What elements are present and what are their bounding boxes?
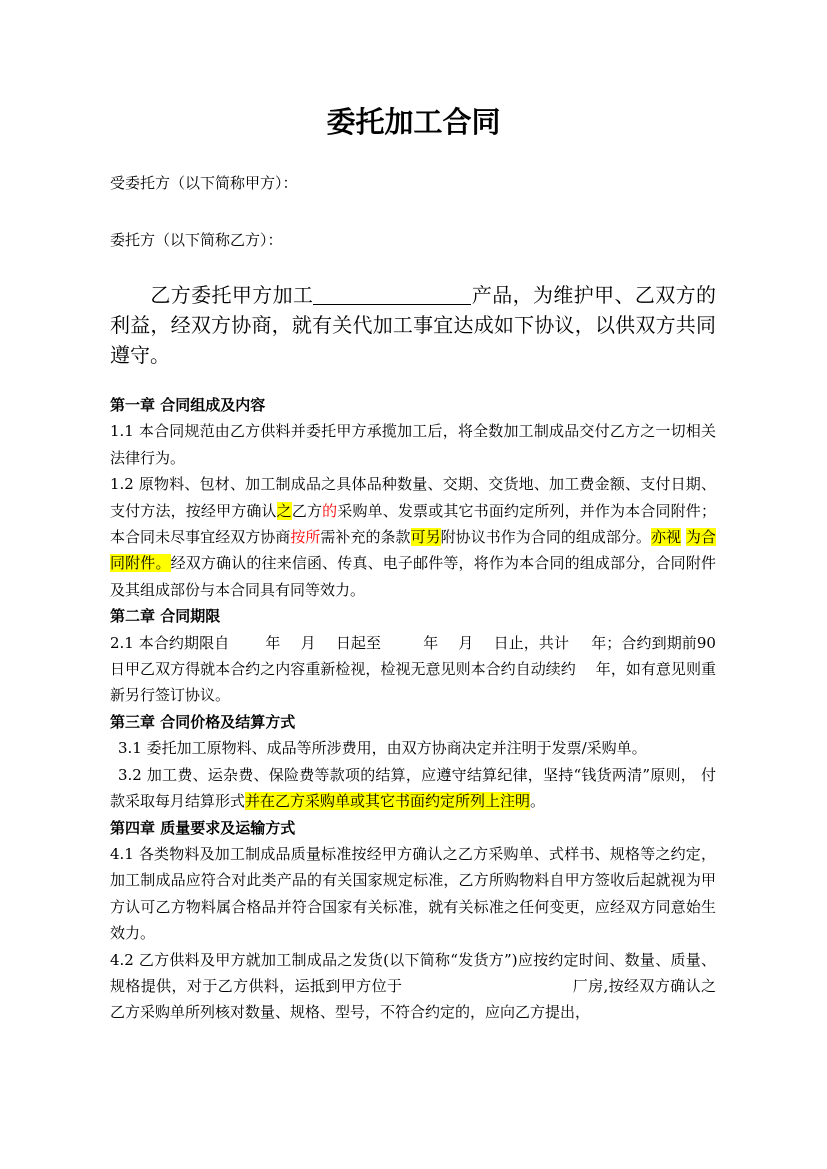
chapter-3-heading: 第三章 合同价格及结算方式 xyxy=(110,712,296,731)
clause-3-1: 3.1 委托加工原物料、成品等所涉费用，由双方协商决定并注明于发票/采购单。 xyxy=(118,739,647,758)
clause-text: 年；合约到期前90日甲乙双方得就本合约之内容重新检视，检视无意见则本合约自动续约 xyxy=(110,633,716,679)
date-month-label: 月 xyxy=(458,633,474,652)
clause-text: 。 xyxy=(530,792,546,811)
intro-text-start: 乙方委托甲方加工 xyxy=(150,283,314,307)
date-year-label: 年 xyxy=(265,633,281,652)
party-a-label: 受委托方（以下简称甲方）： xyxy=(110,174,298,192)
clause-3-2 xyxy=(110,762,716,815)
clause-text: 2.1 本合约期限自 xyxy=(110,633,230,652)
date-year-label: 年 xyxy=(423,633,439,652)
clause-4-2 xyxy=(110,947,716,1026)
clause-text: 年，如有意见则重新另行签订协议。 xyxy=(110,660,716,705)
clause-text: 厂房,按经双方确认之乙方采购单所列核对数量、规格、型号，不符合约定的，应向乙方提出， xyxy=(110,976,716,1022)
date-month-label: 月 xyxy=(300,633,316,652)
revision-text: 按所 xyxy=(290,528,321,547)
clause-text: 采购单、发票或其它书面约定所列，并作为本合同附件；本合同未尽事宜经双方协商 xyxy=(110,501,716,547)
chapter-1-heading: 第一章 合同组成及内容 xyxy=(110,396,266,414)
highlighted-text: 亦视 xyxy=(651,528,682,547)
intro-paragraph xyxy=(110,280,716,370)
highlighted-text: 可另 xyxy=(410,528,441,547)
clause-text: 1.2 原物料、包材、加工制成品之具体品种数量、交期、交货地、加工费金额、支付日期、支付方法，按经甲方确认 xyxy=(110,475,716,520)
highlighted-text: 之 xyxy=(276,501,292,520)
clause-text: 需补充的条款 xyxy=(320,528,411,547)
clause-text: 附协议书作为合同的组成部分。 xyxy=(440,528,652,547)
intro-text-end: 产品，为维护甲、乙双方的利益，经双方协商，就有关代加工事宜达成如下协议，以供双方共同遵守。 xyxy=(110,283,717,367)
highlighted-text: 并在乙方采购单或其它书面约定所列上注明 xyxy=(245,792,531,811)
clause-text: 4.2 乙方供料及甲方就加工制成品之发货(以下简称“发货方”)应按约定时间、数量、质量、规格提供，对于乙方供料，运抵到甲方位于 xyxy=(110,950,716,995)
clause-1-2 xyxy=(110,471,716,603)
clause-text: 乙方 xyxy=(291,501,323,520)
chapter-2-heading: 第二章 合同期限 xyxy=(110,607,221,626)
highlighted-text: 为合同附件。 xyxy=(110,528,716,573)
clause-4-1: 4.1 各类物料及加工制成品质量标准按经甲方确认之乙方采购单、式样书、规格等之约定，加工制成品应符合对此类产品的有关国家规定标准，乙方所购物料自甲方签收后起就视为甲方认可乙方物料属合格品并符合国家有关标准，就有关标准之任何变更，应经双方同意始生效力。 xyxy=(110,844,716,943)
chapter-4-heading: 第四章 质量要求及运输方式 xyxy=(110,818,296,837)
party-b-label: 委托方（以下简称乙方）： xyxy=(110,231,283,249)
date-day-label: 日起至 xyxy=(335,633,382,652)
revision-text: 的 xyxy=(322,501,338,520)
contract-body xyxy=(110,392,716,1026)
clause-1-1: 1.1 本合同规范由乙方供料并委托甲方承揽加工后，将全数加工制成品交付乙方之一切相关法律行为。 xyxy=(110,422,716,467)
clause-text: 经双方确认的往来信函、传真、电子邮件等，将作为本合同的组成部分，合同附件及其组成部份与本合同具有同等效力。 xyxy=(110,554,716,599)
clause-text: 3.2 加工费、运杂费、保险费等款项的结算，应遵守结算纪律，坚持“钱货两清”原则， 付款采取每月结算形式 xyxy=(110,765,716,811)
clause-text: 日止，共计 xyxy=(493,633,570,652)
product-name-blank xyxy=(313,284,471,305)
document-title: 委托加工合同 xyxy=(326,105,501,139)
clause-2-1 xyxy=(110,630,716,709)
